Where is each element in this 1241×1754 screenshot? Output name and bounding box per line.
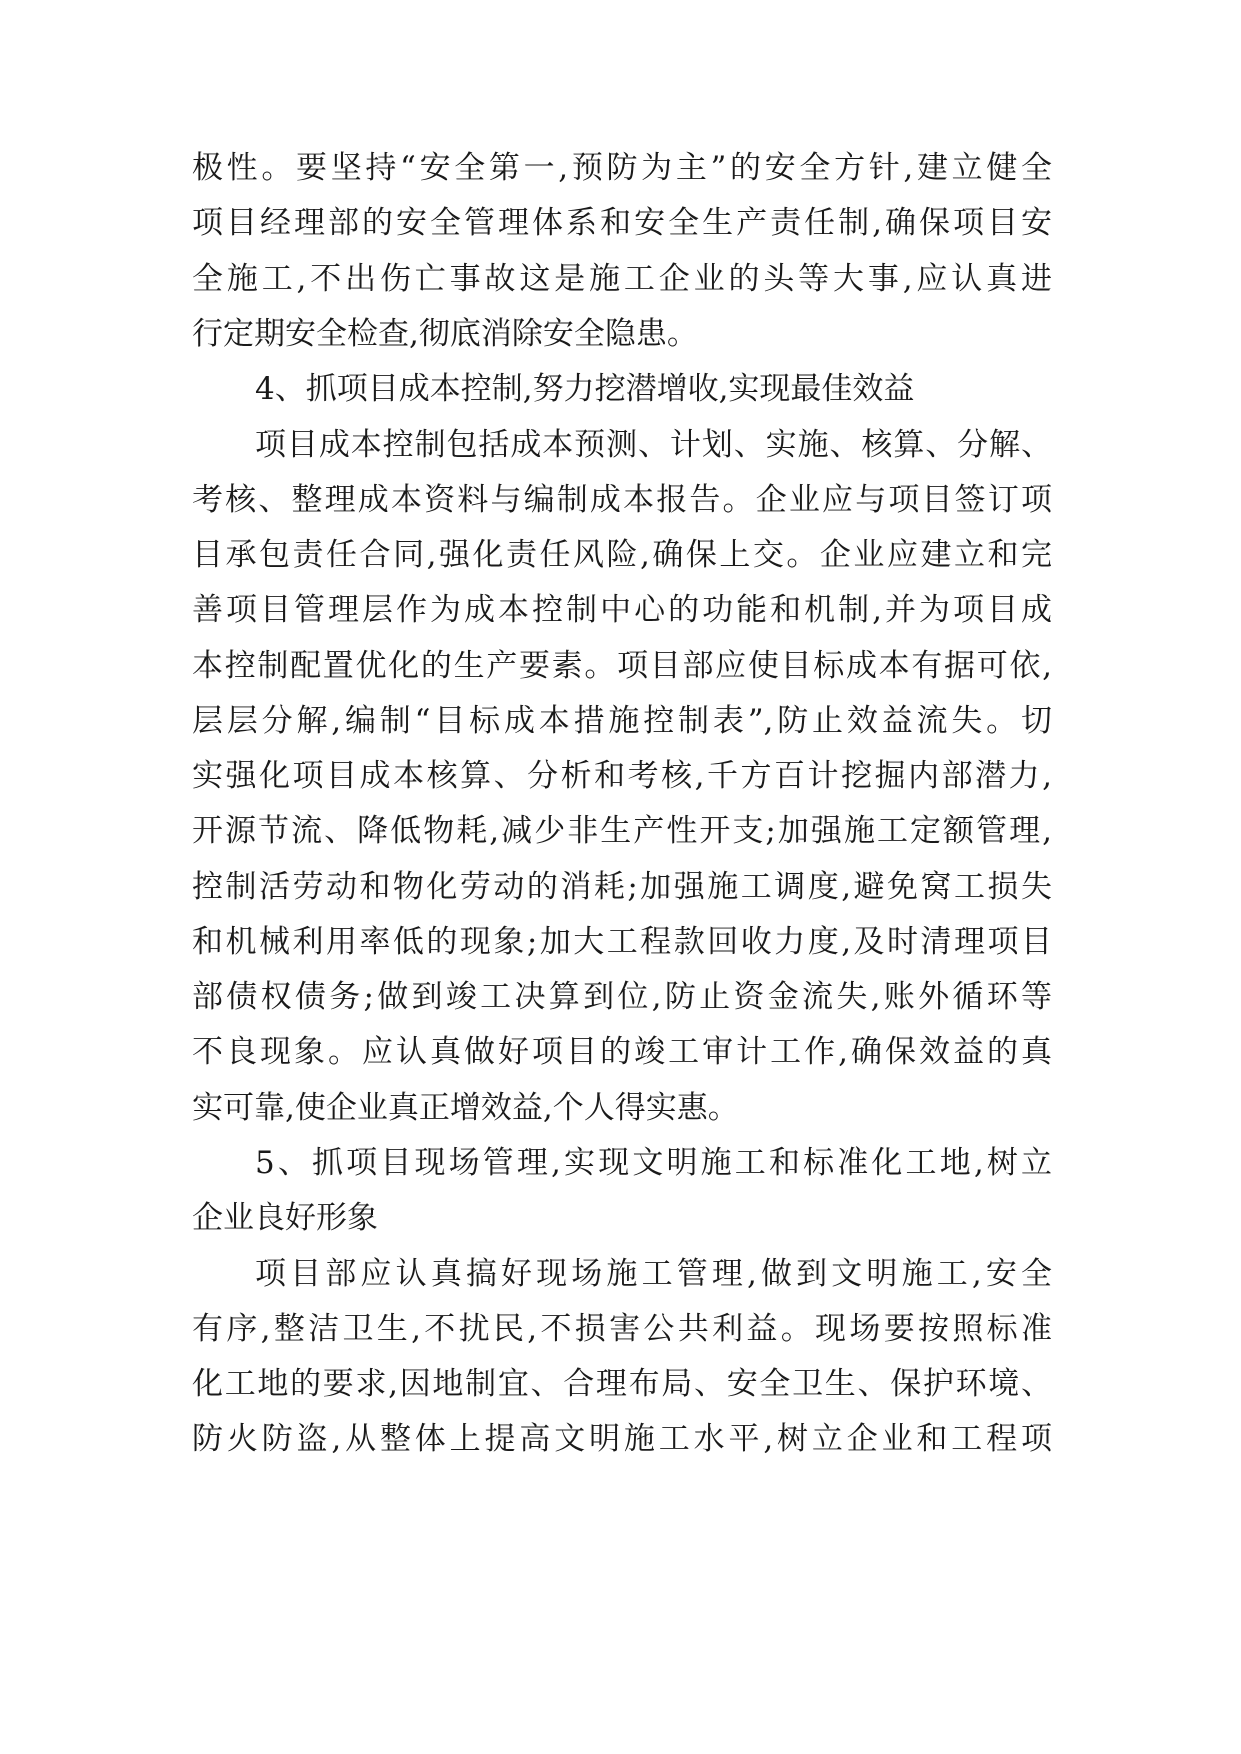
text-line: 善项目管理层作为成本控制中心的功能和机制,并为项目成 <box>192 592 1052 628</box>
section-heading-continuation: 企业良好形象 <box>192 1200 378 1236</box>
text-line: 开源节流、降低物耗,减少非生产性开支;加强施工定额管理, <box>192 813 1052 849</box>
text-line: 防火防盗,从整体上提高文明施工水平,树立企业和工程项 <box>192 1421 1052 1457</box>
text-line: 考核、整理成本资料与编制成本报告。企业应与项目签订项 <box>192 482 1052 518</box>
text-line: 行定期安全检查,彻底消除安全隐患。 <box>192 316 698 352</box>
text-line: 化工地的要求,因地制宜、合理布局、安全卫生、保护环境、 <box>192 1366 1052 1402</box>
text-line: 部债权债务;做到竣工决算到位,防止资金流失,账外循环等 <box>192 979 1052 1015</box>
text-line: 不良现象。应认真做好项目的竣工审计工作,确保效益的真 <box>192 1034 1052 1070</box>
text-line: 极性。要坚持“安全第一,预防为主”的安全方针,建立健全 <box>192 150 1052 186</box>
text-line: 全施工,不出伤亡事故这是施工企业的头等大事,应认真进 <box>192 261 1052 297</box>
text-line: 项目成本控制包括成本预测、计划、实施、核算、分解、 <box>255 427 1052 463</box>
text-line: 控制活劳动和物化劳动的消耗;加强施工调度,避免窝工损失 <box>192 869 1052 905</box>
text-line: 有序,整洁卫生,不扰民,不损害公共利益。现场要按照标准 <box>192 1311 1052 1347</box>
section-heading: 5、抓项目现场管理,实现文明施工和标准化工地,树立 <box>255 1145 1052 1181</box>
text-line: 项目经理部的安全管理体系和安全生产责任制,确保项目安 <box>192 205 1052 241</box>
text-line: 实强化项目成本核算、分析和考核,千方百计挖掘内部潜力, <box>192 758 1052 794</box>
text-line: 实可靠,使企业真正增效益,个人得实惠。 <box>192 1090 739 1126</box>
text-line: 和机械利用率低的现象;加大工程款回收力度,及时清理项目 <box>192 924 1052 960</box>
section-heading: 4、抓项目成本控制,努力挖潜增收,实现最佳效益 <box>255 371 915 407</box>
text-line: 目承包责任合同,强化责任风险,确保上交。企业应建立和完 <box>192 537 1052 573</box>
text-line: 层层分解,编制“目标成本措施控制表”,防止效益流失。切 <box>192 703 1052 739</box>
text-line: 项目部应认真搞好现场施工管理,做到文明施工,安全 <box>255 1256 1052 1292</box>
text-line: 本控制配置优化的生产要素。项目部应使目标成本有据可依, <box>192 648 1052 684</box>
